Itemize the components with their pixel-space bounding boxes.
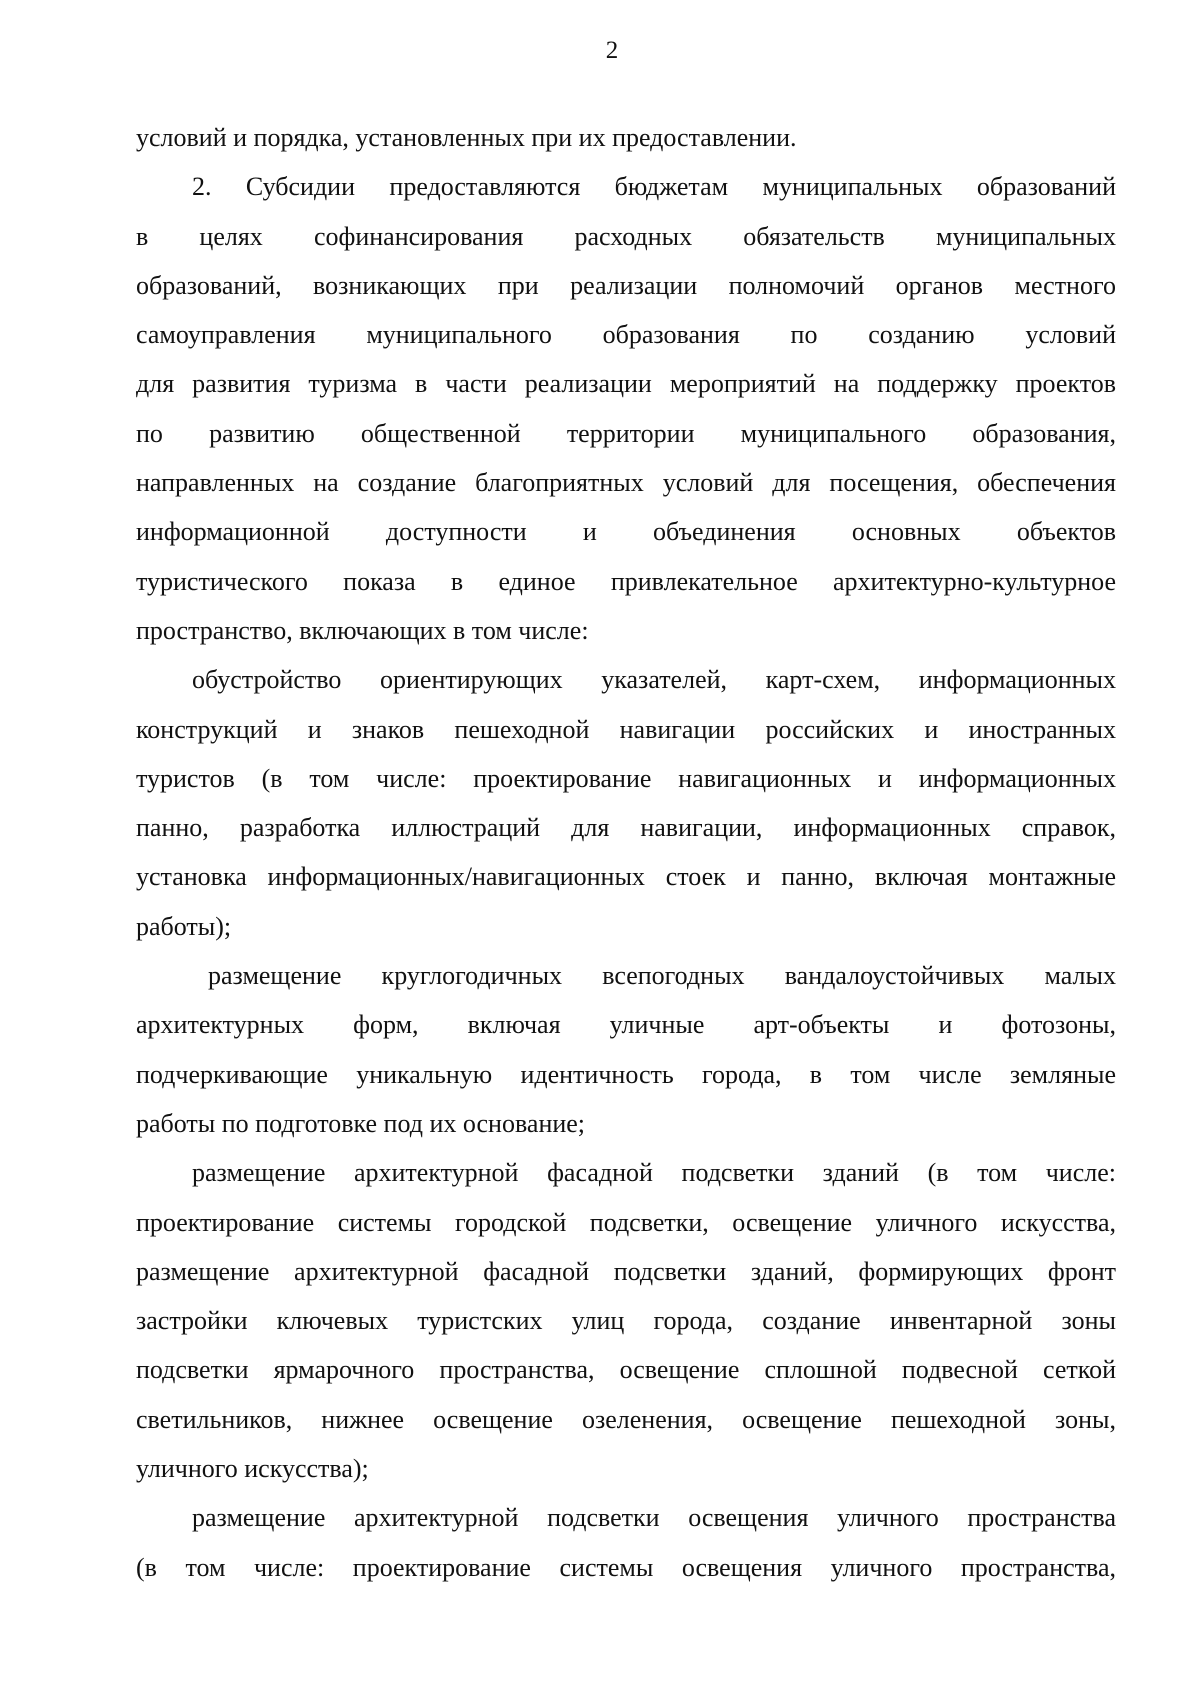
text-line: работы); [136, 911, 232, 941]
text-line: уличного искусства); [136, 1454, 369, 1484]
text-line: проектирование системы городской подсветки, освещение уличного искусства, [136, 1207, 1116, 1237]
text-line: застройки ключевых туристских улиц города, создание инвентарной зоны [136, 1306, 1116, 1336]
text-line: информационной доступности и объединения основных объектов [136, 517, 1116, 547]
text-line: светильников, нижнее освещение озеленения, освещение пешеходной зоны, [136, 1404, 1116, 1434]
text-line: работы по подготовке под их основание; [136, 1108, 586, 1138]
text-line: панно, разработка иллюстраций для навигации, информационных справок, [136, 813, 1116, 843]
text-line: условий и порядка, установленных при их предоставлении. [136, 123, 797, 152]
text-line: подсветки ярмарочного пространства, освещение сплошной подвесной сеткой [136, 1355, 1116, 1385]
document-body [136, 113, 1116, 1592]
text-line: по развитию общественной территории муниципального образования, [136, 418, 1116, 448]
text-line: 2. Субсидии предоставляются бюджетам муниципальных образований [192, 172, 1116, 202]
text-line: архитектурных форм, включая уличные арт-объекты и фотозоны, [136, 1010, 1116, 1040]
text-line: туристического показа в единое привлекательное архитектурно-культурное [136, 566, 1116, 596]
text-line: размещение архитектурной фасадной подсветки зданий (в том числе: [192, 1158, 1116, 1188]
text-line: конструкций и знаков пешеходной навигации российских и иностранных [136, 714, 1116, 744]
text-line: (в том числе: проектирование системы освещения уличного пространства, [136, 1552, 1116, 1582]
text-line: направленных на создание благоприятных условий для посещения, обеспечения [136, 468, 1116, 498]
text-line: в целях софинансирования расходных обязательств муниципальных [136, 221, 1116, 251]
text-line: размещение круглогодичных всепогодных вандалоустойчивых малых [208, 961, 1116, 991]
text-line: самоуправления муниципального образования по созданию условий [136, 320, 1116, 350]
text-line: установка информационных/навигационных стоек и панно, включая монтажные [136, 862, 1116, 892]
text-line: туристов (в том числе: проектирование навигационных и информационных [136, 763, 1116, 793]
page-number: 2 [605, 37, 619, 64]
text-line: размещение архитектурной фасадной подсветки зданий, формирующих фронт [136, 1256, 1116, 1286]
text-line: пространство, включающих в том числе: [136, 615, 589, 645]
text-line: подчеркивающие уникальную идентичность города, в том числе земляные [136, 1059, 1116, 1089]
text-line: обустройство ориентирующих указателей, карт-схем, информационных [192, 665, 1116, 695]
text-line: образований, возникающих при реализации полномочий органов местного [136, 270, 1116, 300]
text-line: размещение архитектурной подсветки освещения уличного пространства [192, 1503, 1116, 1533]
text-line: для развития туризма в части реализации мероприятий на поддержку проектов [136, 369, 1116, 399]
